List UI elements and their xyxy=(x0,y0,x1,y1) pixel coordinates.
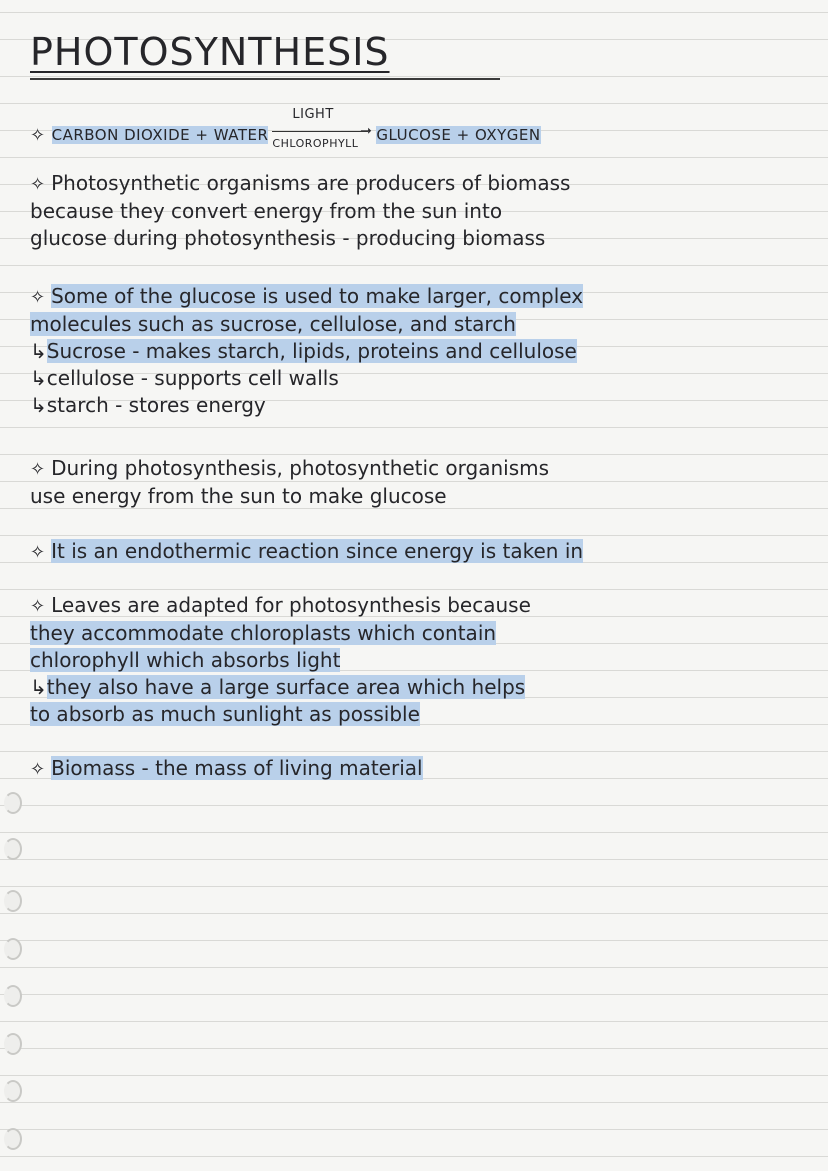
note-glucose-uses xyxy=(30,283,800,419)
note-subline: ↳cellulose - supports cell walls xyxy=(30,366,339,390)
note-line: ✧ Photosynthetic organisms are producers of biomass xyxy=(30,171,571,195)
binder-hole xyxy=(4,792,22,814)
sub-arrow-icon: ↳ xyxy=(30,675,47,699)
note-subline: ↳they also have a large surface area which helps xyxy=(30,675,526,699)
star-bullet-icon: ✧ xyxy=(30,542,46,563)
equation-reactants: CARBON DIOXIDE + WATER xyxy=(51,126,269,144)
note-line: ✧ During photosynthesis, photosynthetic organisms xyxy=(30,456,550,480)
sub-arrow-icon: ↳ xyxy=(30,339,47,363)
note-subline: ↳Sucrose - makes starch, lipids, proteins and cellulose xyxy=(30,339,577,363)
note-line: ✧ It is an endothermic reaction since energy is taken in xyxy=(30,539,584,563)
star-bullet-icon: ✧ xyxy=(30,287,46,308)
equation-products: GLUCOSE + OXYGEN xyxy=(376,126,541,144)
reaction-arrow xyxy=(272,107,373,155)
star-bullet-icon: ✧ xyxy=(30,124,46,146)
title-underline xyxy=(30,78,500,80)
note-line: they accommodate chloroplasts which contain xyxy=(30,621,497,645)
arrow-head-icon: ➝ xyxy=(360,123,373,139)
binder-hole xyxy=(4,1080,22,1102)
star-bullet-icon: ✧ xyxy=(30,759,46,780)
sub-arrow-icon: ↳ xyxy=(30,366,47,390)
note-line: to absorb as much sunlight as possible xyxy=(30,702,420,726)
note-line: use energy from the sun to make glucose xyxy=(30,484,447,508)
word-equation xyxy=(30,107,541,155)
condition-chlorophyll: CHLOROPHYLL xyxy=(272,137,359,150)
binder-hole xyxy=(4,938,22,960)
star-bullet-icon: ✧ xyxy=(30,459,46,480)
star-bullet-icon: ✧ xyxy=(30,596,46,617)
note-producers xyxy=(30,170,800,252)
note-during xyxy=(30,455,800,510)
note-subline: ↳starch - stores energy xyxy=(30,393,266,417)
note-biomass xyxy=(30,755,800,783)
note-endothermic xyxy=(30,538,800,566)
note-line: ✧ Leaves are adapted for photosynthesis because xyxy=(30,593,531,617)
note-line: ✧ Some of the glucose is used to make larger, complex xyxy=(30,284,584,308)
note-leaves xyxy=(30,592,800,728)
binder-hole xyxy=(4,985,22,1007)
sub-arrow-icon: ↳ xyxy=(30,393,47,417)
note-line: molecules such as sucrose, cellulose, and starch xyxy=(30,312,516,336)
binder-hole xyxy=(4,1128,22,1150)
arrow-line xyxy=(272,131,368,132)
note-line: chlorophyll which absorbs light xyxy=(30,648,341,672)
binder-hole xyxy=(4,1033,22,1055)
note-line: because they convert energy from the sun into xyxy=(30,199,503,223)
condition-light: LIGHT xyxy=(292,107,334,122)
page-title: PHOTOSYNTHESIS xyxy=(30,30,390,74)
binder-hole xyxy=(4,890,22,912)
binder-hole xyxy=(4,838,22,860)
star-bullet-icon: ✧ xyxy=(30,174,46,195)
note-line: ✧ Biomass - the mass of living material xyxy=(30,756,423,780)
note-line: glucose during photosynthesis - producing biomass xyxy=(30,226,546,250)
